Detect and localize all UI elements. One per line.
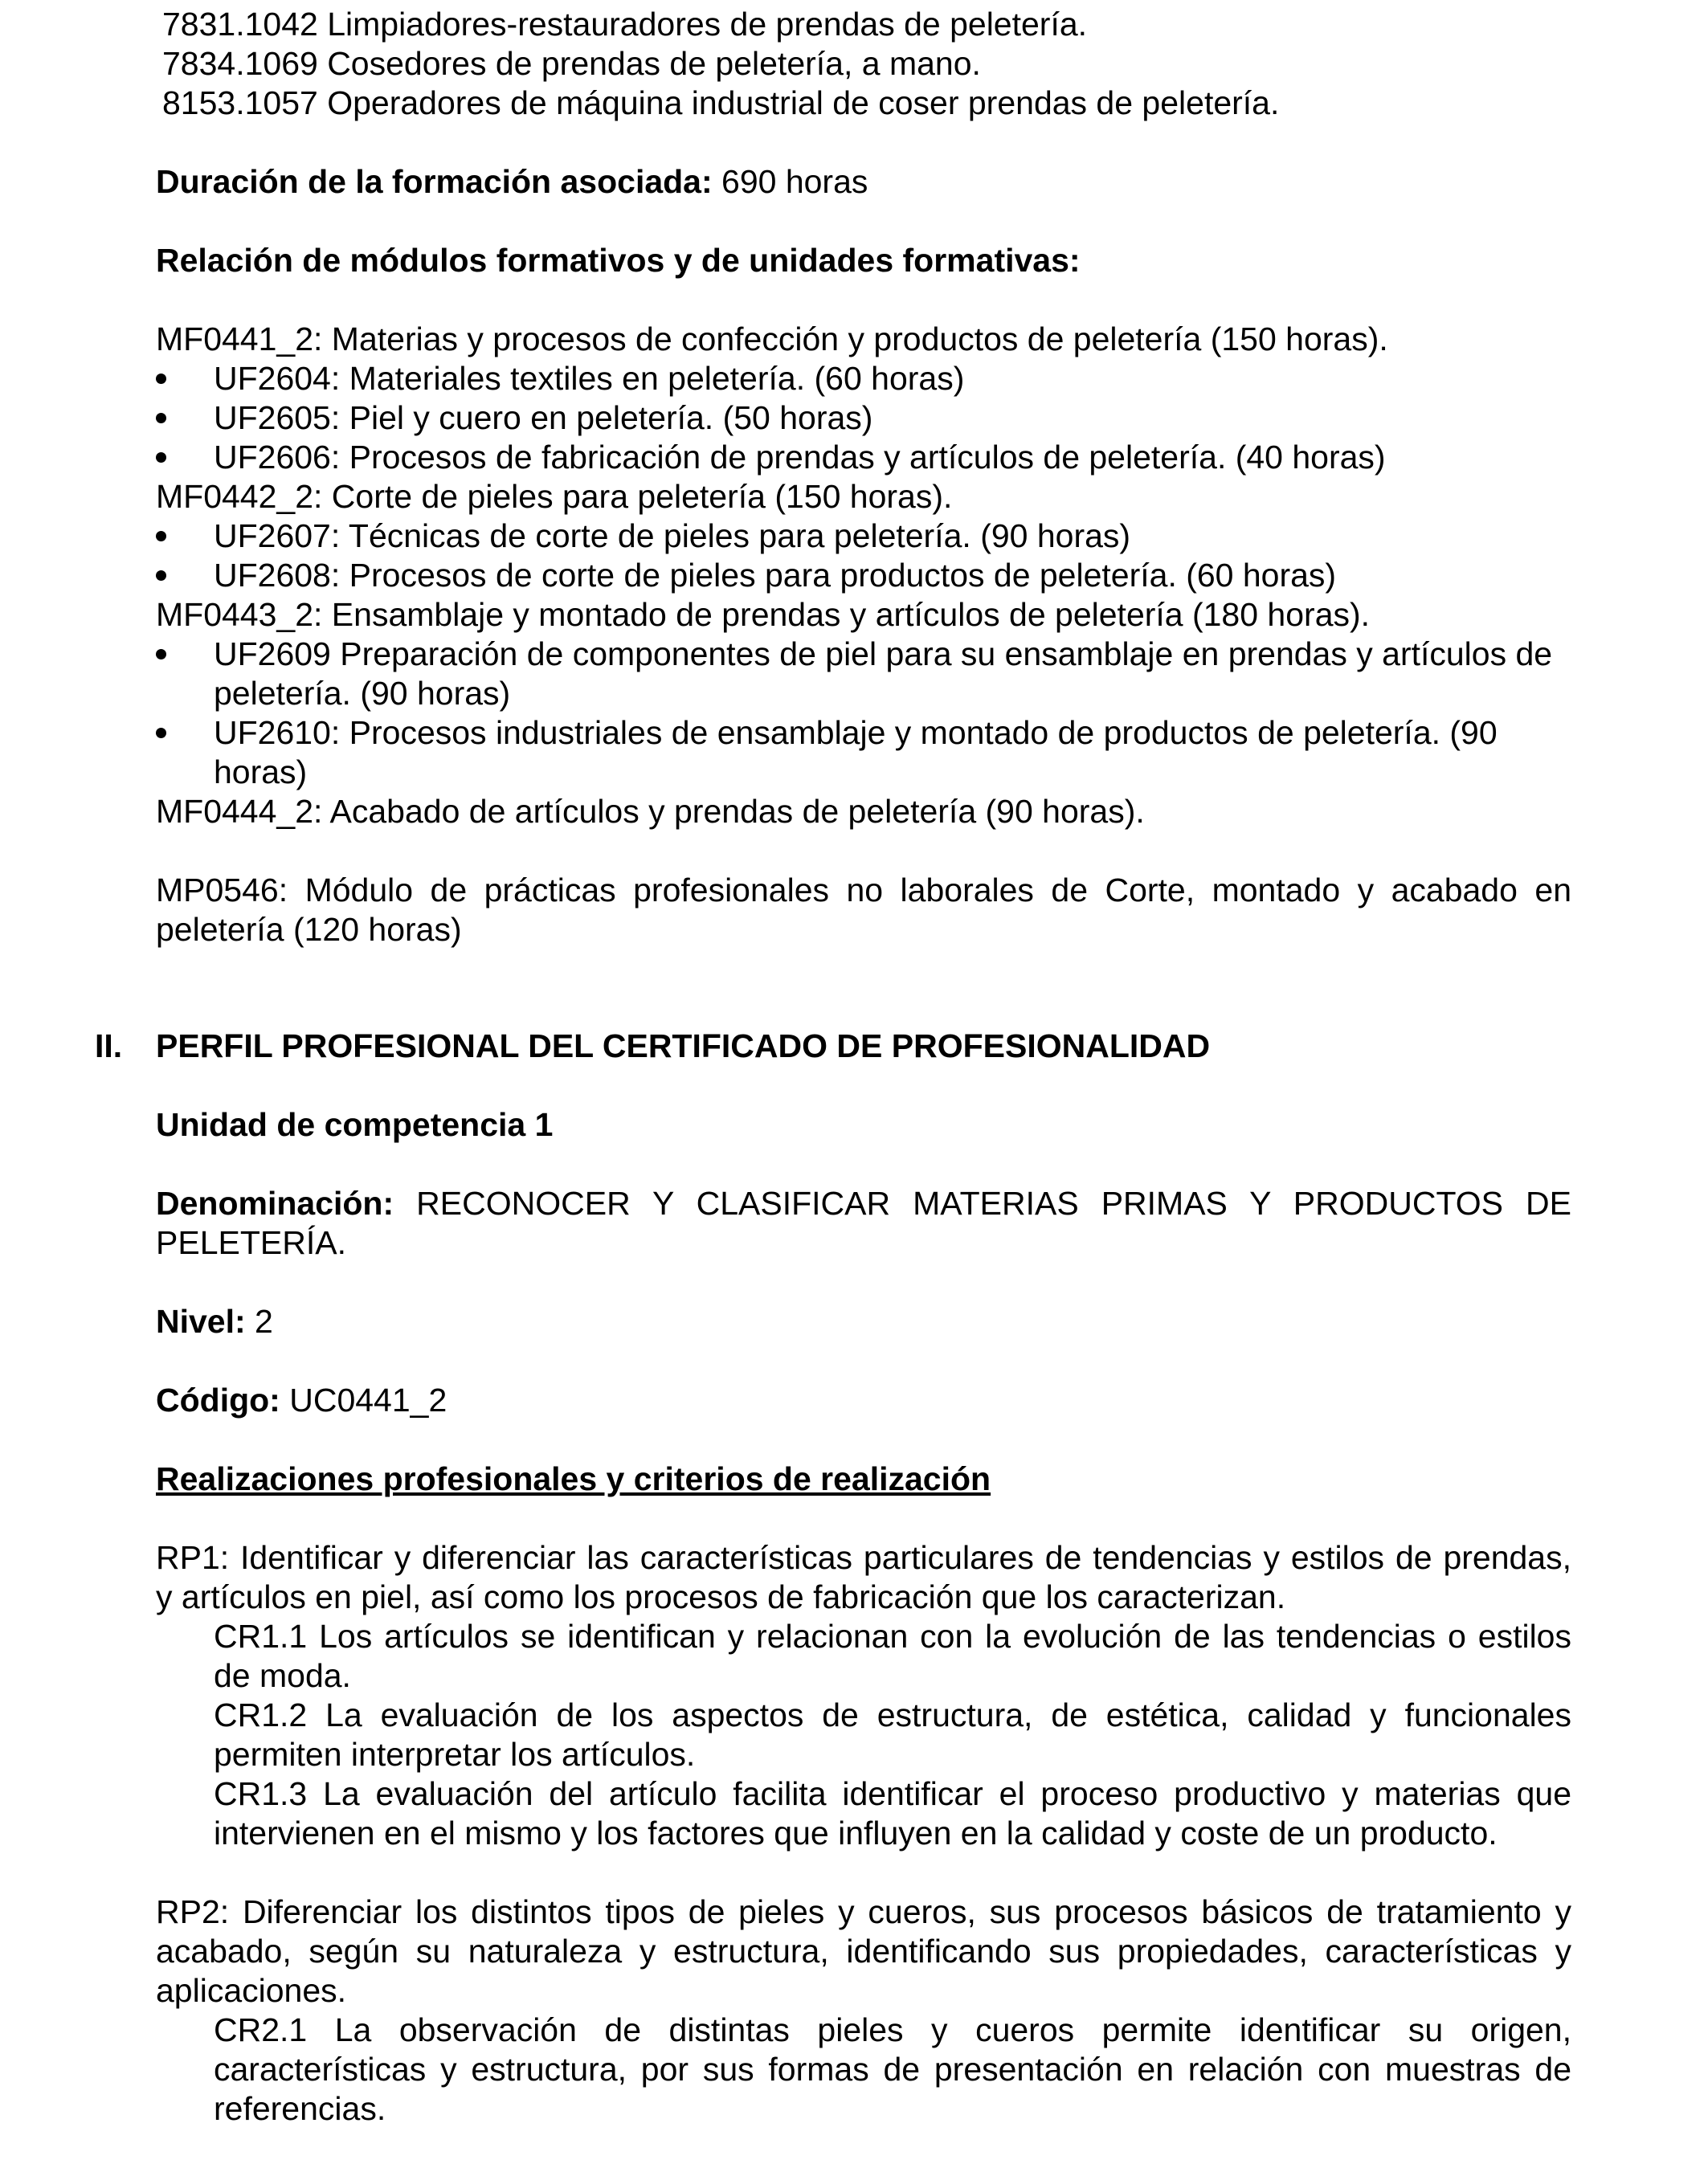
- rp1-block: [156, 1538, 1571, 1853]
- realizaciones-heading: Realizaciones profesionales y criterios de realización: [156, 1460, 991, 1497]
- units-mf0441: [156, 359, 1571, 477]
- unit-item: UF2608: Procesos de corte de pieles para productos de peletería. (60 horas): [156, 556, 1571, 595]
- bullet-icon: [156, 374, 166, 384]
- bullet-icon: [156, 452, 166, 463]
- unit-item: UF2607: Técnicas de corte de pieles para peletería. (90 horas): [156, 516, 1571, 556]
- modules-heading: Relación de módulos formativos y de unidades formativas:: [156, 242, 1081, 279]
- unit-item: UF2610: Procesos industriales de ensamblaje y montado de productos de peletería. (90 horas): [156, 713, 1571, 792]
- units-mf0443: [156, 635, 1571, 792]
- occupation-line: 8153.1057 Operadores de máquina industrial de coser prendas de peletería.: [162, 84, 1280, 121]
- occupation-line: 7834.1069 Cosedores de prendas de peletería, a mano.: [162, 45, 981, 82]
- codigo-value: UC0441_2: [280, 1382, 447, 1419]
- duration-value: 690 horas: [712, 163, 868, 200]
- bullet-icon: [156, 531, 166, 541]
- bullet-icon: [156, 649, 166, 659]
- codigo-label: Código:: [156, 1382, 280, 1419]
- section-number: II.: [95, 1027, 123, 1064]
- unit-item: UF2604: Materiales textiles en peletería. (60 horas): [156, 359, 1571, 398]
- module-mp0546: MP0546: Módulo de prácticas profesionales no laborales de Corte, montado y acabado en peletería (120 horas): [156, 872, 1571, 948]
- rp1-text: RP1: Identificar y diferenciar las características particulares de tendencias y estilos de prendas, y artículos en piel, así como los procesos de fabricación que los caracterizan.: [156, 1539, 1571, 1615]
- module-mf0442: MF0442_2: Corte de pieles para peletería (150 horas).: [156, 478, 953, 515]
- unit-title: Unidad de competencia 1: [156, 1106, 554, 1143]
- denominacion-label: Denominación:: [156, 1185, 394, 1222]
- page-content: [95, 5, 1571, 2129]
- occupations-list: [156, 5, 1571, 123]
- section-heading: [95, 1027, 1571, 1066]
- duration-line: [156, 162, 1571, 202]
- denominacion-value: RECONOCER Y CLASIFICAR MATERIAS PRIMAS Y PRODUCTOS DE PELETERÍA.: [156, 1185, 1571, 1261]
- nivel-line: [156, 1302, 1571, 1341]
- criterion-item: CR1.3 La evaluación del artículo facilita identificar el proceso productivo y materias que intervienen en el mismo y los factores que influyen en la calidad y coste de un producto.: [214, 1775, 1571, 1852]
- bullet-icon: [156, 413, 166, 423]
- section-title: PERFIL PROFESIONAL DEL CERTIFICADO DE PROFESIONALIDAD: [156, 1027, 1211, 1064]
- nivel-value: 2: [245, 1303, 273, 1340]
- denominacion-line: [156, 1184, 1571, 1263]
- criterion-item: CR2.1 La observación de distintas pieles y cueros permite identificar su origen, características y estructura, por sus formas de presentación en relación con muestras de referencias.: [214, 2011, 1571, 2127]
- module-mf0443: MF0443_2: Ensamblaje y montado de prendas y artículos de peletería (180 horas).: [156, 596, 1371, 633]
- nivel-label: Nivel:: [156, 1303, 246, 1340]
- units-mf0442: [156, 516, 1571, 595]
- occupation-line: 7831.1042 Limpiadores-restauradores de prendas de peletería.: [162, 6, 1088, 43]
- rp2-text: RP2: Diferenciar los distintos tipos de pieles y cueros, sus procesos básicos de tratamiento y acabado, según su naturaleza y estructura, identificando sus propiedades, características y aplicaciones.: [156, 1893, 1571, 2009]
- unit-item: UF2609 Preparación de componentes de piel para su ensamblaje en prendas y artículos de peletería. (90 horas): [156, 635, 1571, 713]
- module-mf0444: MF0444_2: Acabado de artículos y prendas de peletería (90 horas).: [156, 793, 1145, 830]
- codigo-line: [156, 1381, 1571, 1420]
- module-mf0441: MF0441_2: Materias y procesos de confección y productos de peletería (150 horas).: [156, 321, 1388, 357]
- rp2-block: [156, 1892, 1571, 2129]
- unit-item: UF2605: Piel y cuero en peletería. (50 horas): [156, 398, 1571, 438]
- criterion-item: CR1.2 La evaluación de los aspectos de estructura, de estética, calidad y funcionales permiten interpretar los artículos.: [214, 1696, 1571, 1773]
- criterion-item: CR1.1 Los artículos se identifican y relacionan con la evolución de las tendencias o estilos de moda.: [214, 1618, 1571, 1694]
- duration-label: Duración de la formación asociada:: [156, 163, 713, 200]
- bullet-icon: [156, 570, 166, 581]
- unit-item: UF2606: Procesos de fabricación de prendas y artículos de peletería. (40 horas): [156, 438, 1571, 477]
- modules-list: [156, 320, 1571, 831]
- bullet-icon: [156, 728, 166, 738]
